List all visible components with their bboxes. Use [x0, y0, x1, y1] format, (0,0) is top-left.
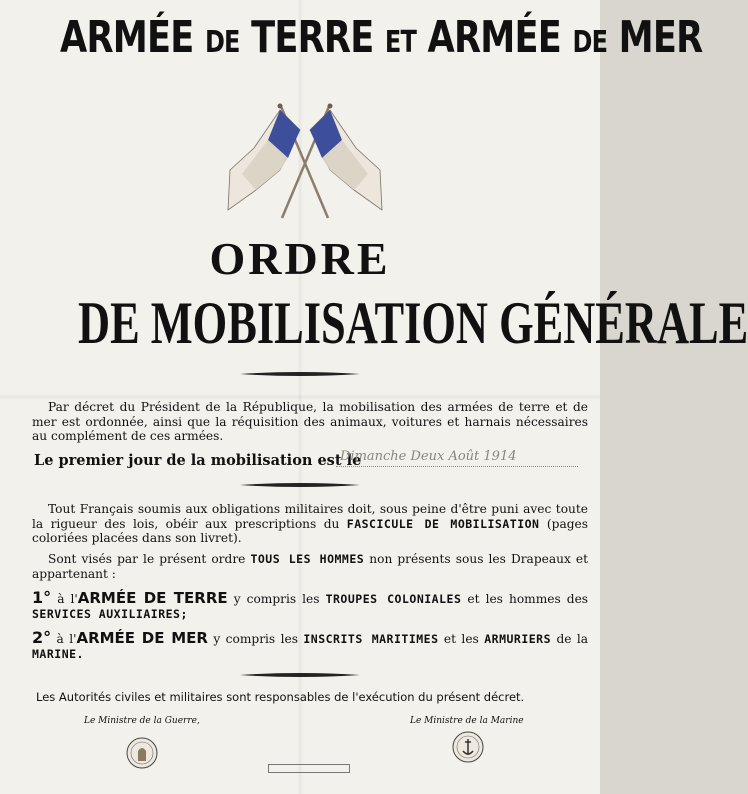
item2-number: 2° — [32, 628, 52, 647]
obligation-end: (pages coloriées placées dans son livret). — [32, 516, 589, 545]
header-terre: TERRE — [251, 12, 374, 63]
item1-services: SERVICES AUXILIAIRES; — [32, 606, 188, 621]
ornament-divider-2 — [240, 482, 360, 488]
marine-seal-icon — [452, 731, 484, 763]
authorities-text: Les Autorités civiles et militaires sont responsables de l'exécution du présent décret. — [36, 690, 525, 704]
header-armee-mer: ARMÉE — [427, 12, 562, 63]
item2-mid: y compris les — [213, 632, 298, 646]
item1-troupes: TROUPES COLONIALES — [325, 592, 462, 606]
vises-paragraph — [32, 552, 588, 581]
date-dotted-line — [336, 466, 578, 467]
header-mer: MER — [618, 12, 703, 63]
guerre-seal-icon — [126, 737, 158, 769]
header-et: ET — [384, 25, 417, 60]
first-day-label: Le premier jour de la mobilisation est le — [34, 452, 362, 469]
obligation-paragraph — [32, 502, 588, 546]
item2-inscrits: INSCRITS MARITIMES — [303, 632, 439, 646]
vises-text: Sont visés par le présent ordre — [48, 552, 246, 566]
title-mobilisation: DE MOBILISATION GÉNÉRALE — [78, 290, 748, 356]
ornament-divider — [240, 371, 360, 377]
crossed-flags-icon — [220, 100, 390, 225]
title-ordre: ORDRE — [209, 233, 391, 284]
item2-a: à l' — [56, 632, 77, 646]
item1-a: à l' — [57, 592, 78, 606]
tous-les-hommes: TOUS LES HOMMES — [250, 552, 365, 566]
printer-mark — [268, 764, 350, 773]
vises-end: non présents sous les Drapeaux et appartenant : — [32, 552, 588, 581]
item1-army: ARMÉE DE TERRE — [77, 589, 228, 607]
decree-paragraph: Par décret du Président de la République, la mobilisation des armées de terre et de mer est ordonnée, ainsi que la réquisition des animaux, voitures et harnais nécessaires au complément de ces armées. — [32, 400, 588, 443]
obligation-text: Tout Français soumis aux obligations militaires doit, sous peine d'être puni avec toute la rigueur des lois, obéir aux prescriptions du — [32, 502, 588, 531]
item2-armuriers: ARMURIERS — [484, 632, 552, 646]
poster-header — [60, 12, 703, 67]
item1-number: 1° — [32, 588, 52, 607]
ornament-divider-3 — [240, 672, 360, 678]
item2-marine: MARINE. — [32, 646, 84, 661]
item2-army: ARMÉE DE MER — [76, 629, 208, 647]
item2-de-la: de la — [556, 632, 589, 646]
item1-end: et les hommes des — [467, 592, 589, 606]
item-armee-terre — [32, 588, 589, 621]
header-armee-terre: ARMÉE — [60, 12, 194, 63]
signature-ministre-marine: Le Ministre de la Marine — [410, 716, 524, 726]
signature-ministre-guerre: Le Ministre de la Guerre, — [84, 716, 200, 726]
item1-mid: y compris les — [233, 592, 320, 606]
fascicule-label: FASCICULE DE MOBILISATION — [346, 516, 540, 531]
first-day-handwritten-date: Dimanche Deux Août 1914 — [340, 449, 517, 464]
header-de-1: DE — [204, 25, 240, 60]
header-de-2: DE — [572, 25, 608, 60]
item2-and: et les — [443, 632, 479, 646]
item-armee-mer — [32, 628, 589, 661]
